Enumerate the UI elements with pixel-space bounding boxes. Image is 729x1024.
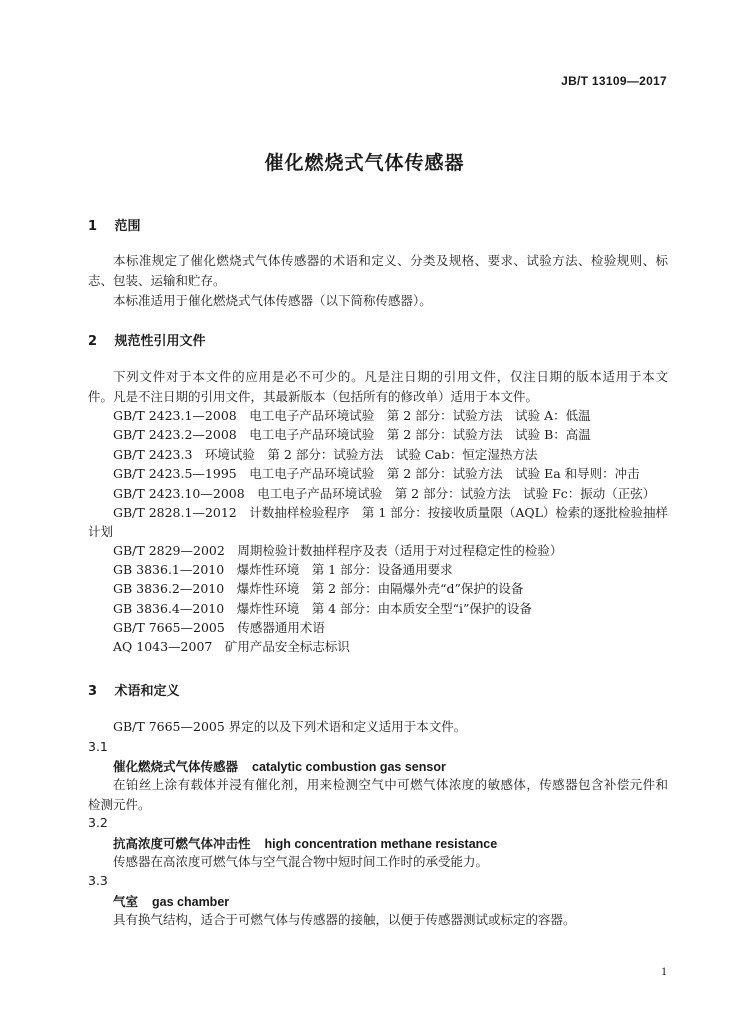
reference-item: GB/T 2423.10—2008 电工电子产品环境试验 第 2 部分：试验方法 试验 Fc：振动（正弦）	[113, 486, 656, 501]
term-number: 3.1	[88, 739, 108, 754]
paragraph-line: GB/T 7665—2005 界定的以及下列术语和定义适用于本文件。	[113, 719, 467, 734]
section-title: 术语和定义	[114, 684, 180, 699]
term-definition-line: 具有换气结构，适合于可燃气体与传感器的接触，以便于传感器测试或标定的容器。	[113, 912, 576, 927]
term-definition-line: 在铂丝上涂有载体并浸有催化剂，用来检测空气中可燃气体浓度的敏感体，传感器包含补偿元件和	[113, 777, 668, 792]
reference-item: AQ 1043—2007 矿用产品安全标志标识	[113, 639, 350, 654]
reference-item: GB/T 2423.2—2008 电工电子产品环境试验 第 2 部分：试验方法 试验 B：高温	[113, 427, 591, 442]
document-title: 催化燃烧式气体传感器	[264, 152, 465, 174]
reference-item: GB/T 2829—2002 周期检验计数抽样程序及表（适用于对过程稳定性的检验）	[113, 543, 563, 558]
reference-item: GB 3836.1—2010 爆炸性环境 第 1 部分：设备通用要求	[113, 562, 453, 577]
paragraph-line: 件。凡是不注日期的引用文件，其最新版本（包括所有的修改单）适用于本文件。	[88, 389, 539, 404]
section-number: 2	[88, 334, 98, 349]
section-1-heading	[88, 215, 141, 234]
section-number: 3	[88, 684, 98, 699]
section-number: 1	[88, 219, 98, 234]
section-title: 范围	[114, 219, 141, 234]
reference-item: GB/T 2423.1—2008 电工电子产品环境试验 第 2 部分：试验方法 试验 A：低温	[113, 408, 591, 423]
term-number: 3.3	[88, 873, 108, 888]
section-2-heading	[88, 330, 206, 349]
paragraph-line: 志、包装、运输和贮存。	[88, 273, 226, 288]
section-3-heading	[88, 680, 180, 699]
reference-item: GB/T 2423.3 环境试验 第 2 部分：试验方法 试验 Cab：恒定湿热方法	[113, 447, 538, 462]
reference-item: GB 3836.2—2010 爆炸性环境 第 2 部分：由隔爆外壳“d”保护的设备	[113, 581, 524, 596]
term-english: gas chamber	[152, 895, 230, 909]
page-number: 1	[661, 964, 667, 978]
section-title: 规范性引用文件	[114, 334, 206, 349]
reference-item: GB 3836.4—2010 爆炸性环境 第 4 部分：由本质安全型“i”保护的设备	[113, 601, 532, 616]
term-english: catalytic combustion gas sensor	[252, 760, 446, 774]
term-number: 3.2	[88, 815, 108, 830]
term-chinese: 催化燃烧式气体传感器	[113, 759, 239, 774]
standard-code: JB/T 13109—2017	[561, 74, 667, 88]
term-heading	[113, 757, 446, 775]
reference-item: GB/T 7665—2005 传感器通用术语	[113, 620, 325, 635]
term-heading	[113, 834, 497, 852]
term-definition-line: 传感器在高浓度可燃气体与空气混合物中短时间工作时的承受能力。	[113, 854, 489, 869]
paragraph-line: 下列文件对于本文件的应用是必不可少的。凡是注日期的引用文件，仅注日期的版本适用于本文	[113, 369, 668, 384]
term-chinese: 抗高浓度可燃气体冲击性	[113, 836, 251, 851]
term-definition-line: 检测元件。	[88, 797, 151, 812]
term-english: high concentration methane resistance	[264, 837, 498, 851]
term-chinese: 气室	[113, 894, 139, 909]
reference-item: GB/T 2423.5—1995 电工电子产品环境试验 第 2 部分：试验方法 试验 Ea 和导则：冲击	[113, 466, 640, 481]
reference-item: GB/T 2828.1—2012 计数抽样检验程序 第 1 部分：按接收质量限（AQL）检索的逐批检验抽样	[113, 505, 668, 520]
paragraph-line: 本标准规定了催化燃烧式气体传感器的术语和定义、分类及规格、要求、试验方法、检验规则、标	[113, 253, 668, 268]
paragraph-line: 本标准适用于催化燃烧式气体传感器（以下简称传感器）。	[113, 293, 432, 308]
reference-item-continuation: 计划	[88, 524, 114, 539]
term-heading	[113, 892, 229, 910]
